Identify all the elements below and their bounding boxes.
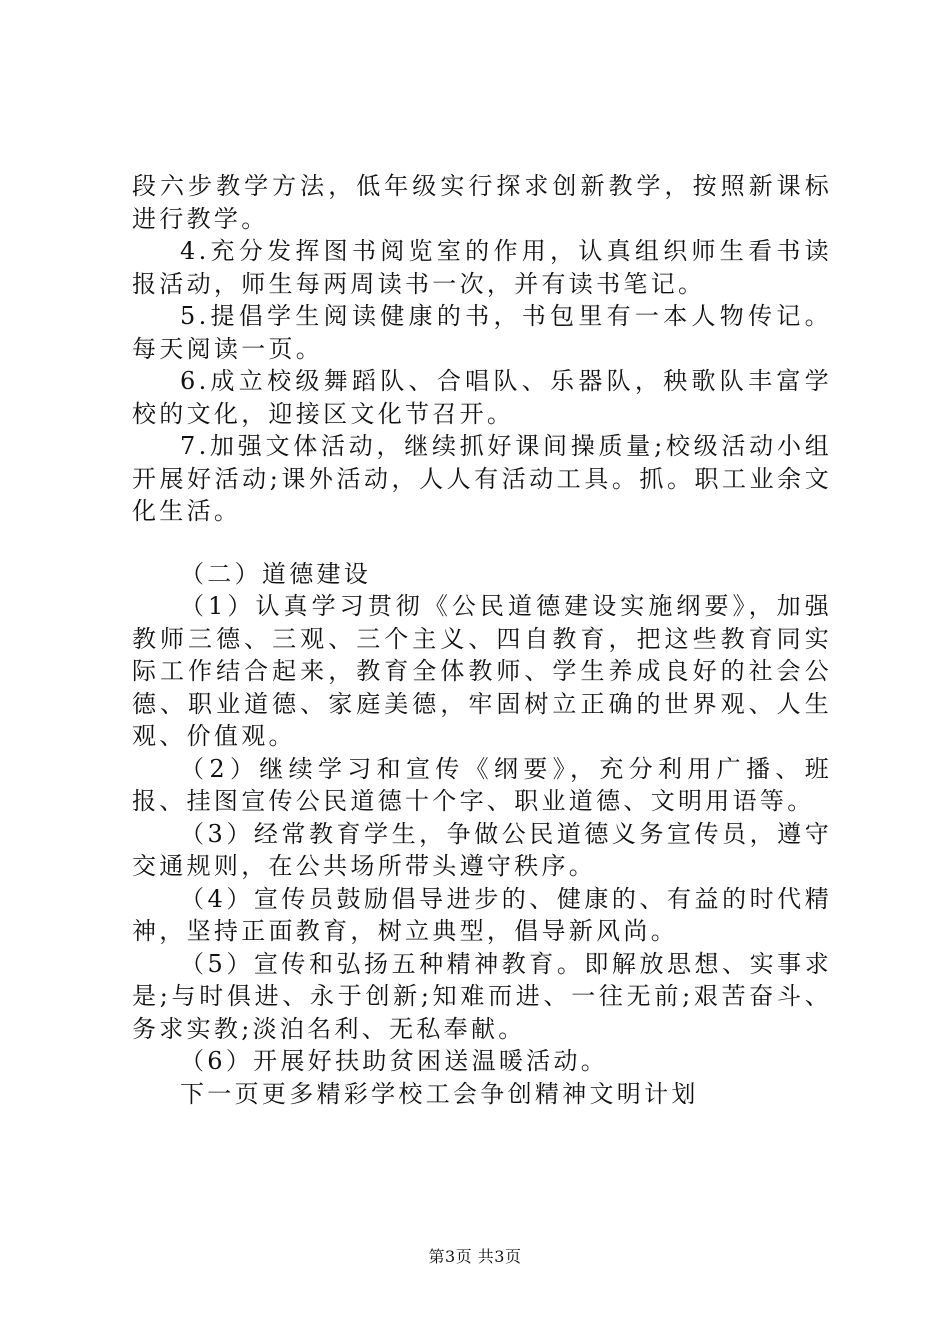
paragraph-moral-5: （5）宣传和弘扬五种精神教育。即解放思想、实事求是;与时俱进、永于创新;知难而进、一往无前;艰苦奋斗、务求实教;淡泊名利、无私奉献。 (132, 949, 832, 1043)
next-page-link-text: 下一页更多精彩学校工会争创精神文明计划 (180, 1079, 699, 1108)
paragraph-moral-3: （3）经常教育学生，争做公民道德义务宣传员，遵守交通规则，在公共场所带头遵守秩序。 (132, 819, 832, 880)
page-footer: 第3页 共3页 (428, 1247, 522, 1266)
document-body (132, 170, 832, 1110)
paragraph-moral-2: （2）继续学习和宣传《纲要》，充分利用广播、班报、挂图宣传公民道德十个字、职业道德、文明用语等。 (132, 754, 832, 815)
paragraph-item-4: 4.充分发挥图书阅览室的作用，认真组织师生看书读报活动，师生每两周读书一次，并有读书笔记。 (132, 237, 832, 298)
paragraph-gap (132, 528, 832, 558)
paragraph-moral-4: （4）宣传员鼓励倡导进步的、健康的、有益的时代精神，坚持正面教育，树立典型，倡导新风尚。 (132, 884, 832, 945)
paragraph-moral-1: （1）认真学习贯彻《公民道德建设实施纲要》，加强教师三德、三观、三个主义、四自教育，把这些教育同实际工作结合起来，教育全体教师、学生养成良好的社会公德、职业道德、家庭美德，牢固树立正确的世界观、人生观、价值观。 (132, 592, 832, 750)
section-heading: （二）道德建设 (180, 559, 372, 588)
paragraph-item-6: 6.成立校级舞蹈队、合唱队、乐器队，秧歌队丰富学校的文化，迎接区文化节召开。 (132, 367, 832, 428)
paragraph-item-7: 7.加强文体活动，继续抓好课间操质量;校级活动小组开展好活动;课外活动，人人有活动工具。抓。职工业余文化生活。 (132, 432, 832, 525)
paragraph-item-5: 5.提倡学生阅读健康的书，书包里有一本人物传记。每天阅读一页。 (132, 302, 832, 363)
paragraph-moral-6: （6）开展好扶助贫困送温暖活动。 (180, 1047, 609, 1075)
paragraph-continued: 段六步教学方法，低年级实行探求创新教学，按照新课标进行教学。 (132, 172, 832, 233)
